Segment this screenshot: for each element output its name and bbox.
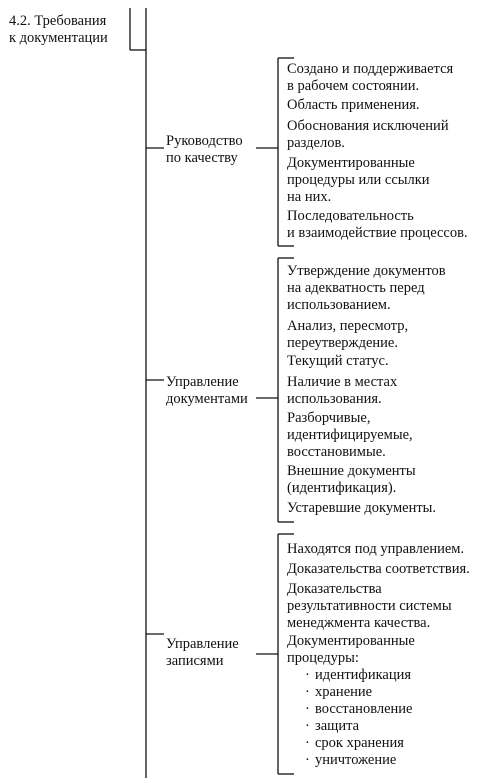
records-bullet-item: · уничтожение — [305, 752, 397, 768]
branch-2-item: Анализ, пересмотр, переутверждение. — [287, 318, 409, 351]
branch-1-item: Создано и поддерживается в рабочем состоянии. — [287, 61, 454, 94]
branch-2-item: Разборчивые, идентифицируемые, восстановимые. — [287, 410, 413, 460]
branch-2-item: Утверждение документов на адекватность перед использованием. — [287, 263, 446, 313]
branch-3-item: Доказательства результативности системы менеджмента качества. — [287, 581, 452, 631]
branch-label-quality-manual: Руководство по качеству — [166, 133, 243, 166]
records-bullet-item: · срок хранения — [305, 735, 404, 751]
records-bullet-item: · идентификация — [305, 667, 412, 683]
branch-2-item: Внешние документы (идентификация). — [287, 463, 416, 496]
records-bullet-item: · хранение — [305, 684, 373, 700]
branch-1-item: Последовательность и взаимодействие процессов. — [287, 208, 468, 241]
branch-label-records-control: Управление записями — [166, 636, 239, 669]
branch-label-document-control: Управление документами — [166, 374, 248, 407]
branch-3-item: Документированные процедуры: — [287, 633, 415, 666]
branch-1-item: Обоснования исключений разделов. — [287, 118, 449, 151]
records-bullet-item: · восстановление — [305, 701, 413, 717]
branch-2-item: Текущий статус. — [287, 353, 389, 369]
branch-3-item: Находятся под управлением. — [287, 541, 465, 557]
branch-1-item: Область применения. — [287, 97, 420, 113]
branch-2-item: Наличие в местах использования. — [287, 374, 398, 407]
records-bullet-item: · защита — [305, 718, 360, 734]
root-title: 4.2. Требования к документации — [9, 13, 108, 46]
branch-2-item: Устаревшие документы. — [287, 500, 437, 516]
branch-3-item: Доказательства соответствия. — [287, 561, 470, 577]
branch-1-item: Документированные процедуры или ссылки на них. — [287, 155, 430, 205]
